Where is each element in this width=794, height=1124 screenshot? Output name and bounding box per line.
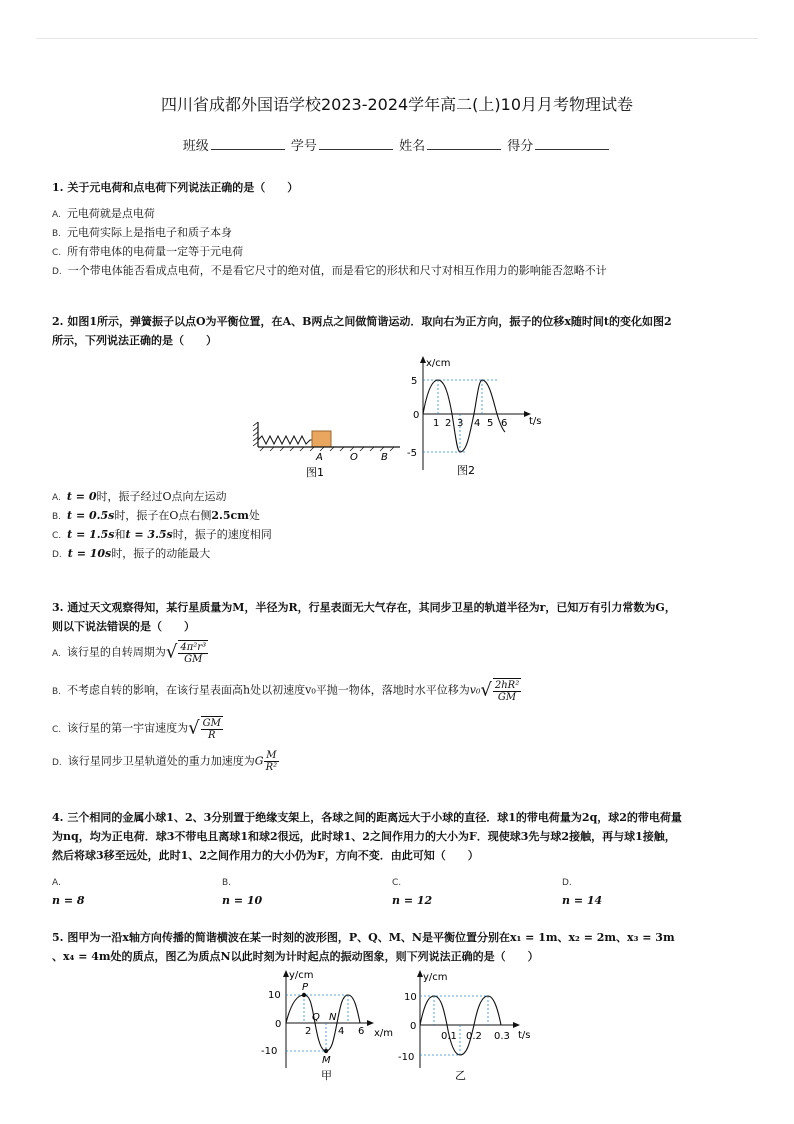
- q2-option-c[interactable]: C. t = 1.5s和t = 3.5s时，振子的速度相同: [52, 528, 272, 541]
- question-3-stem-2: 则以下说法错误的是（ ）: [52, 620, 195, 633]
- fig2-xlabel: t/s: [529, 416, 542, 427]
- question-4: [52, 808, 752, 910]
- question-4-stem-3: 然后将球3移至远处，此时1、2之间作用力的大小仍为F，方向不变．由此可知（ ）: [52, 849, 479, 862]
- fig2-tick-5: 5: [487, 418, 494, 429]
- question-3-stem-1: 3. 通过天文观察得知，某行星质量为M，半径为R，行星表面无大气存在，其同步卫星的轨道半径为r，已知万有引力常数为G，: [52, 601, 676, 614]
- figure-2-caption: 图2: [457, 464, 475, 477]
- figa-tick-6: 6: [358, 1026, 365, 1037]
- q3-option-b[interactable]: B. 不考虑自转的影响，在该行星表面高h处以初速度v₀平抛一物体，落地时水平位移为v₀√ $\frac{\text{2hR²}}{GM}$: [52, 679, 520, 703]
- q5-figure-yi: [398, 968, 538, 1086]
- question-2-stem-1: 2. 如图1所示，弹簧振子以点O为平衡位置，在A、B两点之间做简谐运动．取向右为正方向，振子的位移x随时间t的变化如图2: [52, 315, 672, 328]
- name-blank[interactable]: [427, 138, 501, 150]
- fig2-tick-4: 4: [474, 418, 481, 429]
- figa-point-p: P: [302, 982, 309, 993]
- figure-1-caption: 图1: [306, 466, 324, 479]
- figa-point-q: Q: [312, 1012, 320, 1023]
- figa-ylabel: y/cm: [289, 970, 314, 981]
- figb-tick-01: 0.1: [441, 1031, 457, 1042]
- id-label: 学号: [290, 139, 317, 154]
- student-info-line: [0, 135, 794, 154]
- figa-xlabel: x/m: [374, 1028, 394, 1039]
- question-5-stem-1: 5. 图甲为一沿x轴方向传播的简谐横波在某一时刻的波形图，P、Q、M、N是平衡位置分别在x₁ = 1m、x₂ = 2m、x₃ = 3m: [52, 931, 675, 944]
- q3-option-a[interactable]: A. 该行星的自转周期为√ $\frac{\text{4π²r³}}{GM}$: [52, 641, 207, 665]
- q4-option-a[interactable]: A.n = 8: [52, 878, 85, 907]
- q1-option-a[interactable]: A. 元电荷就是点电荷: [52, 207, 155, 220]
- question-4-stem-1: 4. 三个相同的金属小球1、2、3分别置于绝缘支架上，各球之间的距离远大于小球的直径．球1的带电荷量为2q，球2的带电荷量: [52, 811, 682, 824]
- question-3: [52, 598, 752, 784]
- fig2-tick-2: 2: [445, 418, 452, 429]
- q3-option-d[interactable]: D. 该行星同步卫星轨道处的重力加速度为G $\frac{M}{\text{R²}}$: [52, 750, 278, 773]
- q2-figure-2: [405, 352, 555, 480]
- question-5: [52, 928, 752, 966]
- q2-option-a[interactable]: A. t = 0时，振子经过O点向左运动: [52, 490, 227, 503]
- figb-caption: 乙: [455, 1069, 466, 1082]
- point-b-label: B: [381, 452, 388, 463]
- figb-y-neg: -10: [398, 1052, 415, 1063]
- top-divider: [36, 38, 758, 39]
- figa-tick-2: 2: [305, 1026, 312, 1037]
- q1-option-c[interactable]: C. 所有带电体的电荷量一定等于元电荷: [52, 245, 244, 258]
- figb-xlabel: t/s: [518, 1030, 531, 1041]
- q1-option-d[interactable]: D. 一个带电体能否看成点电荷，不是看它尺寸的绝对值，而是看它的形状和尺寸对相互作用力的影响能否忽略不计: [52, 264, 607, 277]
- question-1-stem: 1. 关于元电荷和点电荷下列说法正确的是（ ）: [52, 181, 299, 194]
- q1-option-b[interactable]: B. 元电荷实际上是指电子和质子本身: [52, 226, 233, 239]
- fig2-y-neg: -5: [407, 448, 417, 459]
- q4-option-c[interactable]: C.n = 12: [392, 878, 433, 907]
- figa-caption: 甲: [321, 1069, 332, 1082]
- figa-point-m: M: [322, 1055, 331, 1066]
- spring: [258, 436, 312, 444]
- q2-option-d[interactable]: D. t = 10s时，振子的动能最大: [52, 547, 211, 560]
- figb-y-zero: 0: [410, 1021, 417, 1032]
- fig2-sine-curve: [423, 380, 508, 452]
- figb-tick-02: 0.2: [466, 1031, 482, 1042]
- question-4-stem-2: 为nq，均为正电荷．球3不带电且离球1和球2很远，此时球1、2之间作用力的大小为F．现使球3先与球2接触，再与球1接触，: [52, 830, 676, 843]
- figa-y-pos: 10: [268, 990, 281, 1001]
- q2-figure-1: [250, 410, 405, 480]
- fig2-tick-3: 3: [457, 418, 464, 429]
- fig2-y-pos: 5: [411, 376, 418, 387]
- q4-options: [52, 873, 752, 910]
- figa-point-n: N: [329, 1012, 337, 1023]
- figb-ylabel: y/cm: [423, 972, 448, 983]
- figa-tick-4: 4: [338, 1026, 345, 1037]
- question-2: [52, 312, 752, 350]
- question-2-options: [52, 488, 752, 564]
- page-title: 四川省成都外国语学校2023-2024学年高二(上)10月月考物理试卷: [160, 95, 634, 114]
- figb-tick-03: 0.3: [494, 1031, 510, 1042]
- q2-option-b[interactable]: B. t = 0.5s时，振子在O点右侧2.5cm处: [52, 509, 260, 522]
- fig2-tick-6: 6: [501, 418, 508, 429]
- class-blank[interactable]: [211, 138, 285, 150]
- fig2-tick-1: 1: [433, 418, 440, 429]
- fig2-ylabel: x/cm: [426, 358, 451, 369]
- q4-option-d[interactable]: D.n = 14: [562, 878, 603, 907]
- figa-y-neg: -10: [261, 1046, 278, 1057]
- question-5-stem-2: 、x₄ = 4m处的质点，图乙为质点N以此时刻为计时起点的振动图象，则下列说法正确的是（ ）: [52, 950, 539, 963]
- q3-option-c[interactable]: C. 该行星的第一宇宙速度为√ $\frac{GM}{R}$: [52, 717, 221, 741]
- oscillator-block: [312, 431, 331, 447]
- point-o-label: O: [350, 452, 358, 463]
- question-1: [52, 178, 752, 281]
- figa-y-zero: 0: [275, 1019, 282, 1030]
- figb-y-pos: 10: [404, 992, 417, 1003]
- q5-figure-jia: [258, 968, 398, 1086]
- score-blank[interactable]: [535, 138, 609, 150]
- name-label: 姓名: [399, 139, 426, 154]
- question-2-stem-2: 所示，下列说法正确的是（ ）: [52, 334, 217, 347]
- q4-option-b[interactable]: B.n = 10: [222, 878, 263, 907]
- fig2-y-zero: 0: [413, 410, 420, 421]
- class-label: 班级: [182, 139, 209, 154]
- score-label: 得分: [507, 139, 534, 154]
- point-a-label: A: [316, 452, 323, 463]
- id-blank[interactable]: [319, 138, 393, 150]
